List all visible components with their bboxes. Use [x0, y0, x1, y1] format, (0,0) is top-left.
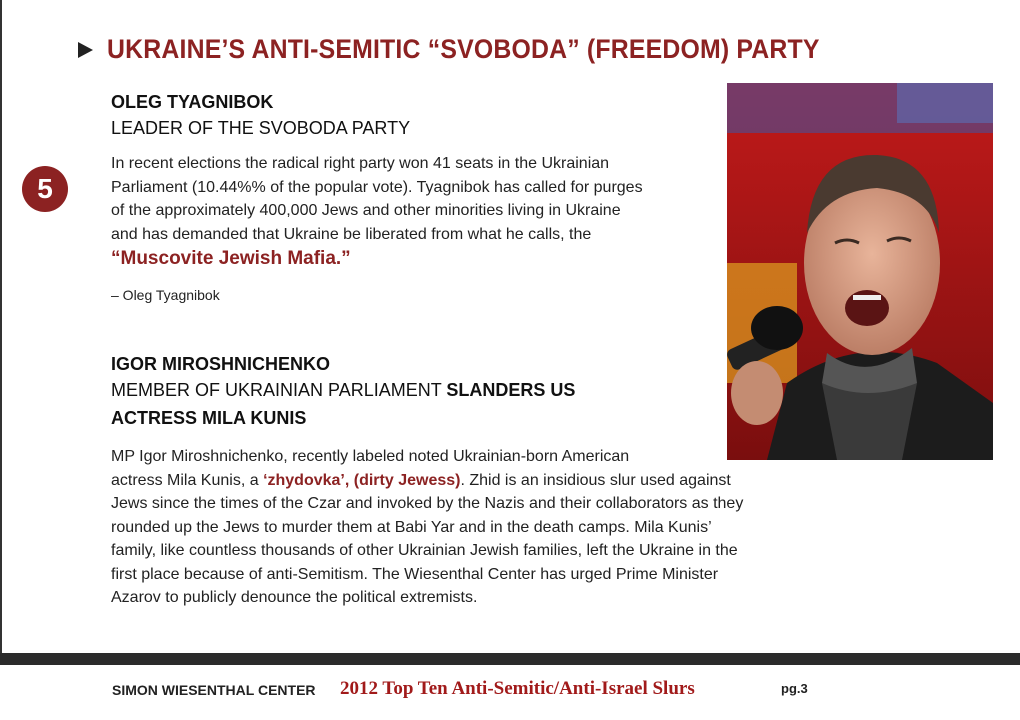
section1-body-line: In recent elections the radical right party won 41 seats in the Ukrainian [111, 155, 610, 172]
section2-body-line: family, like countless thousands of other Ukrainian Jewish families, left the Ukraine in the [111, 542, 738, 559]
section1-quote: “Muscovite Jewish Mafia.” [111, 248, 351, 269]
section2-role-line2: ACTRESS MILA KUNIS [111, 408, 307, 428]
rank-badge: 5 [22, 166, 68, 212]
section1-name: OLEG TYAGNIBOK [111, 92, 274, 112]
section2-body-line [111, 469, 851, 493]
section1-body-line: of the approximately 400,000 Jews and other minorities living in Ukraine [111, 202, 621, 219]
section2-body-line: MP Igor Miroshnichenko, recently labeled noted Ukrainian-born American [111, 448, 630, 465]
section2-body-line: rounded up the Jews to murder them at Babi Yar and in the death camps. Mila Kunis’ [111, 518, 712, 536]
page-number: pg.3 [781, 681, 808, 696]
portrait-photo [727, 83, 993, 460]
section2-name: IGOR MIROSHNICHENKO [111, 354, 331, 374]
section2-line2-pre: actress Mila Kunis, a [111, 471, 264, 489]
triangle-arrow-icon [78, 42, 93, 58]
section1-role: LEADER OF THE SVOBODA PARTY [111, 118, 411, 138]
footer [0, 665, 1020, 720]
page-title: UKRAINE’S ANTI-SEMITIC “SVOBODA” (FREEDOM) PARTY [107, 34, 820, 64]
section1-body-line: Parliament (10.44%% of the popular vote). Tyagnibok has called for purges [111, 178, 643, 196]
section2-body [111, 445, 851, 610]
section2-role-bold: SLANDERS US [446, 380, 576, 400]
section1-body [111, 152, 711, 246]
section1-body-line: and has demanded that Ukraine be liberated from what he calls, the [111, 225, 592, 243]
section1-attribution: – Oleg Tyagnibok [111, 287, 220, 303]
section2-role [111, 380, 575, 401]
title-row [78, 34, 882, 65]
footer-series-title: 2012 Top Ten Anti-Semitic/Anti-Israel Slurs [340, 678, 695, 699]
portrait-illustration [727, 83, 993, 460]
left-border-rule [0, 0, 2, 660]
footer-band [0, 653, 1020, 665]
footer-org: SIMON WIESENTHAL CENTER [112, 682, 316, 698]
slur-highlight: ‘zhydovka’, (dirty Jewess) [263, 471, 461, 489]
section2-body-line: first place because of anti-Semitism. The Wiesenthal Center has urged Prime Minister [111, 565, 719, 583]
section2-line2-post: . Zhid is an insidious slur used against [460, 471, 731, 489]
section2-body-line: Azarov to publicly denounce the political extremists. [111, 589, 478, 606]
section2-role-plain: MEMBER OF UKRAINIAN PARLIAMENT [111, 380, 447, 400]
section2-body-line: Jews since the times of the Czar and invoked by the Nazis and their collaborators as they [111, 495, 744, 512]
